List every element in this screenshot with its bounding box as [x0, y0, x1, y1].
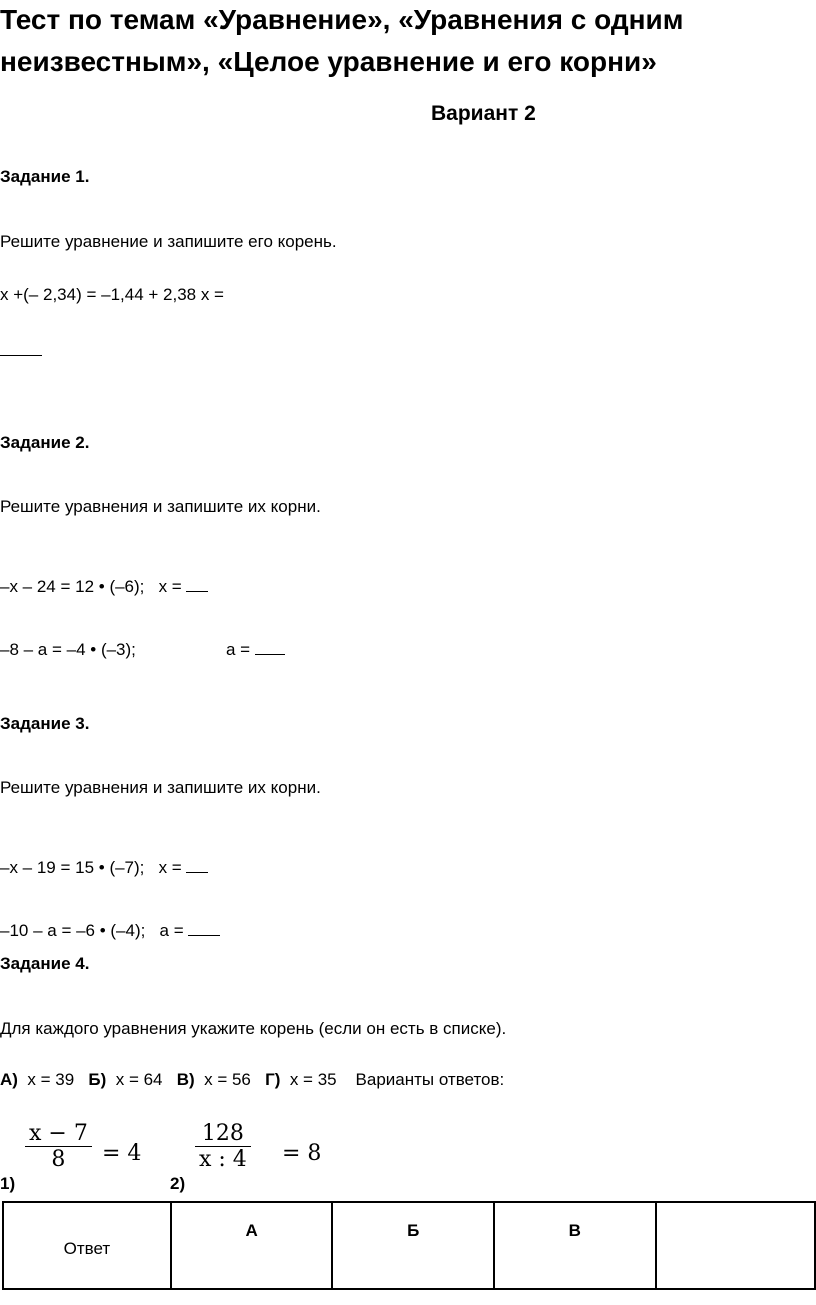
eq1-fraction: [25, 1121, 92, 1172]
task2-eq1-answer-blank[interactable]: [186, 577, 208, 592]
task2-eq2-var: a =: [226, 640, 251, 659]
task4-options: [0, 1070, 504, 1090]
task2-instruction: Решите уравнения и запишите их корни.: [0, 497, 321, 516]
task4-heading: Задание 4.: [0, 954, 90, 973]
task4-instruction: Для каждого уравнения укажите корень (если он есть в списке).: [0, 1019, 507, 1038]
eq2-fraction: [195, 1121, 251, 1172]
eq1-numerator: x − 7: [29, 1121, 88, 1146]
task1-instruction: Решите уравнение и запишите его корень.: [0, 232, 337, 251]
task1-answer-blank[interactable]: [0, 343, 42, 356]
task2-eq2-text: –8 – a = –4 • (–3);: [0, 640, 136, 659]
task2-equation-2: [0, 640, 136, 660]
option-g-value: x = 35: [289, 1070, 337, 1089]
answer-table-row: [3, 1202, 815, 1289]
task3-equation-1: [0, 858, 208, 878]
page-title-line-1: Тест по темам «Уравнение», «Уравнения с одним: [0, 4, 684, 35]
answer-table: [2, 1201, 816, 1290]
eq1-rhs: = 4: [102, 1141, 142, 1166]
option-b-value: x = 64: [115, 1070, 163, 1089]
eq2-numerator: 128: [201, 1121, 244, 1146]
answer-cell-v[interactable]: В: [494, 1202, 656, 1289]
task3-eq1-var: x =: [158, 858, 182, 877]
option-a-letter: А): [0, 1070, 18, 1089]
task3-eq2-answer-blank[interactable]: [188, 921, 220, 936]
task1-heading: Задание 1.: [0, 167, 90, 186]
task3-eq1-text: –x – 19 = 15 • (–7);: [0, 858, 145, 877]
task1-equation: x +(– 2,34) = –1,44 + 2,38 x =: [0, 285, 224, 304]
task2-equation-1: [0, 577, 208, 597]
answer-cell-a[interactable]: А: [171, 1202, 333, 1289]
task3-instruction: Решите уравнения и запишите их корни.: [0, 778, 321, 797]
answer-cell-g[interactable]: [656, 1202, 815, 1289]
task2-eq1-var: x =: [158, 577, 182, 596]
task3-equation-2: [0, 921, 220, 941]
option-b-letter: Б): [88, 1070, 107, 1089]
task3-heading: Задание 3.: [0, 714, 90, 733]
eq1-number: 1): [0, 1174, 16, 1193]
task2-eq1-text: –x – 24 = 12 • (–6);: [0, 577, 145, 596]
task3-eq2-var: a =: [159, 921, 184, 940]
page-title-line-2: неизвестным», «Целое уравнение и его корни»: [0, 46, 657, 77]
eq2-number: 2): [170, 1174, 186, 1193]
options-label: Варианты ответов:: [355, 1070, 505, 1089]
option-g-letter: Г): [265, 1070, 281, 1089]
answer-label-cell: Ответ: [3, 1202, 171, 1289]
task2-eq2-answer-blank[interactable]: [255, 640, 285, 655]
task2-eq2-answer: [226, 640, 285, 660]
eq2-denominator: x : 4: [199, 1147, 247, 1172]
variant-label: Вариант 2: [431, 102, 536, 125]
option-v-letter: В): [176, 1070, 195, 1089]
task3-eq1-answer-blank[interactable]: [186, 858, 208, 873]
task2-heading: Задание 2.: [0, 433, 90, 452]
option-a-value: x = 39: [27, 1070, 75, 1089]
option-v-value: x = 56: [204, 1070, 251, 1089]
eq1-denominator: 8: [51, 1147, 66, 1172]
eq2-rhs: = 8: [282, 1141, 322, 1166]
task3-eq2-text: –10 – a = –6 • (–4);: [0, 921, 146, 940]
answer-cell-b[interactable]: Б: [332, 1202, 494, 1289]
